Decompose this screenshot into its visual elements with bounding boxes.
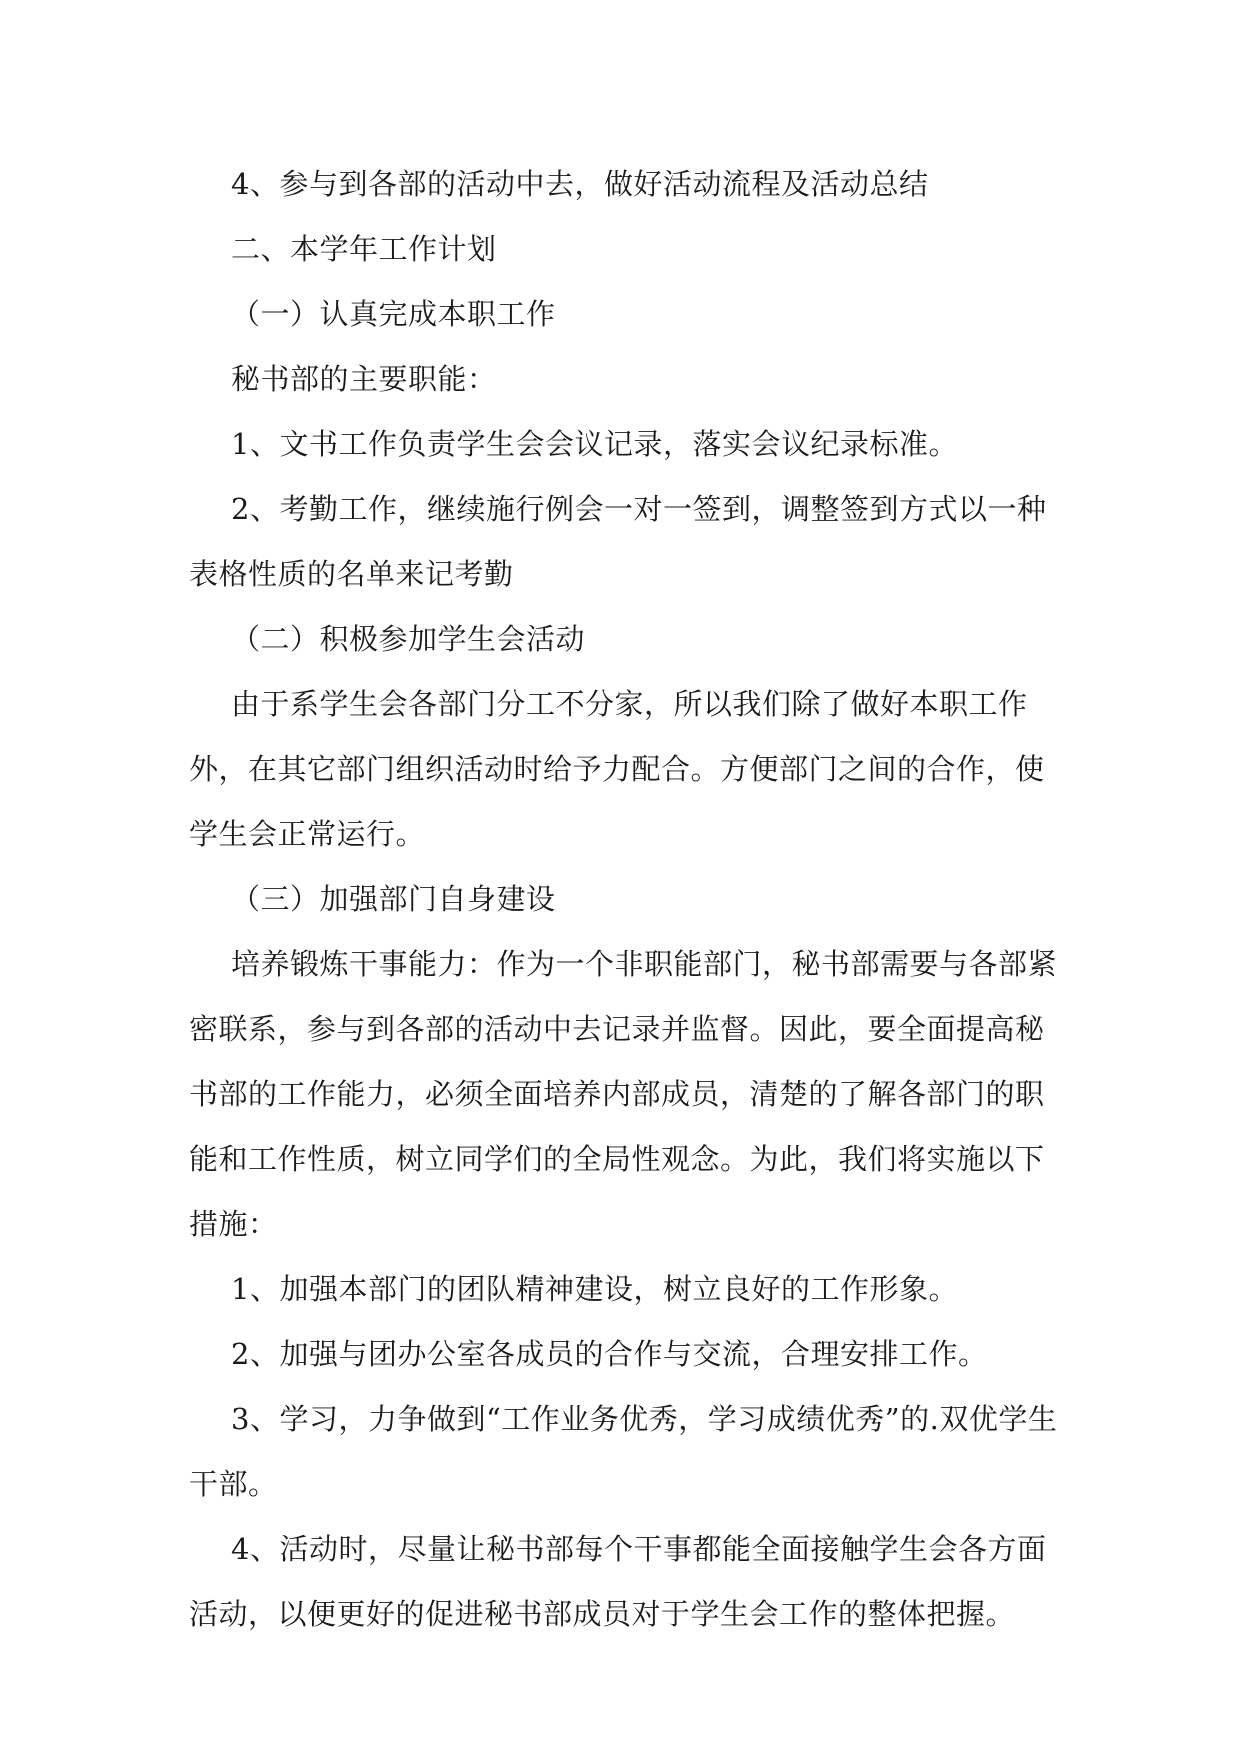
paragraph: 培养锻炼干事能力：作为一个非职能部门，秘书部需要与各部紧密联系，参与到各部的活动中去记录并监督。因此，要全面提高秘书部的工作能力，必须全面培养内部成员，清楚的了解各部门的职能和工作性质，树立同学们的全局性观念。为此，我们将实施以下措施： — [189, 947, 1058, 1241]
subsection-heading: （二）积极参加学生会活动 — [231, 622, 586, 656]
paragraph: 4、参与到各部的活动中去，做好活动流程及活动总结 — [231, 167, 929, 201]
subsection-heading: （三）加强部门自身建设 — [231, 882, 556, 916]
paragraph: 由于系学生会各部门分工不分家，所以我们除了做好本职工作外，在其它部门组织活动时给予力配合。方便部门之间的合作，使学生会正常运行。 — [189, 687, 1045, 851]
list-item: 3、学习，力争做到“工作业务优秀，学习成绩优秀”的.双优学生干部。 — [189, 1402, 1058, 1501]
section-heading: 二、本学年工作计划 — [231, 232, 497, 266]
list-item: 2、考勤工作，继续施行例会一对一签到，调整签到方式以一种表格性质的名单来记考勤 — [189, 492, 1047, 591]
paragraph: 秘书部的主要职能： — [231, 362, 497, 396]
subsection-heading: （一）认真完成本职工作 — [231, 297, 556, 331]
list-item: 4、活动时，尽量让秘书部每个干事都能全面接触学生会各方面活动，以便更好的促进秘书部成员对于学生会工作的整体把握。 — [189, 1532, 1047, 1631]
list-item: 1、文书工作负责学生会会议记录，落实会议纪录标准。 — [231, 427, 958, 461]
document-body — [189, 152, 1059, 1647]
list-item: 2、加强与团办公室各成员的合作与交流，合理安排工作。 — [231, 1337, 988, 1371]
list-item: 1、加强本部门的团队精神建设，树立良好的工作形象。 — [231, 1272, 958, 1306]
